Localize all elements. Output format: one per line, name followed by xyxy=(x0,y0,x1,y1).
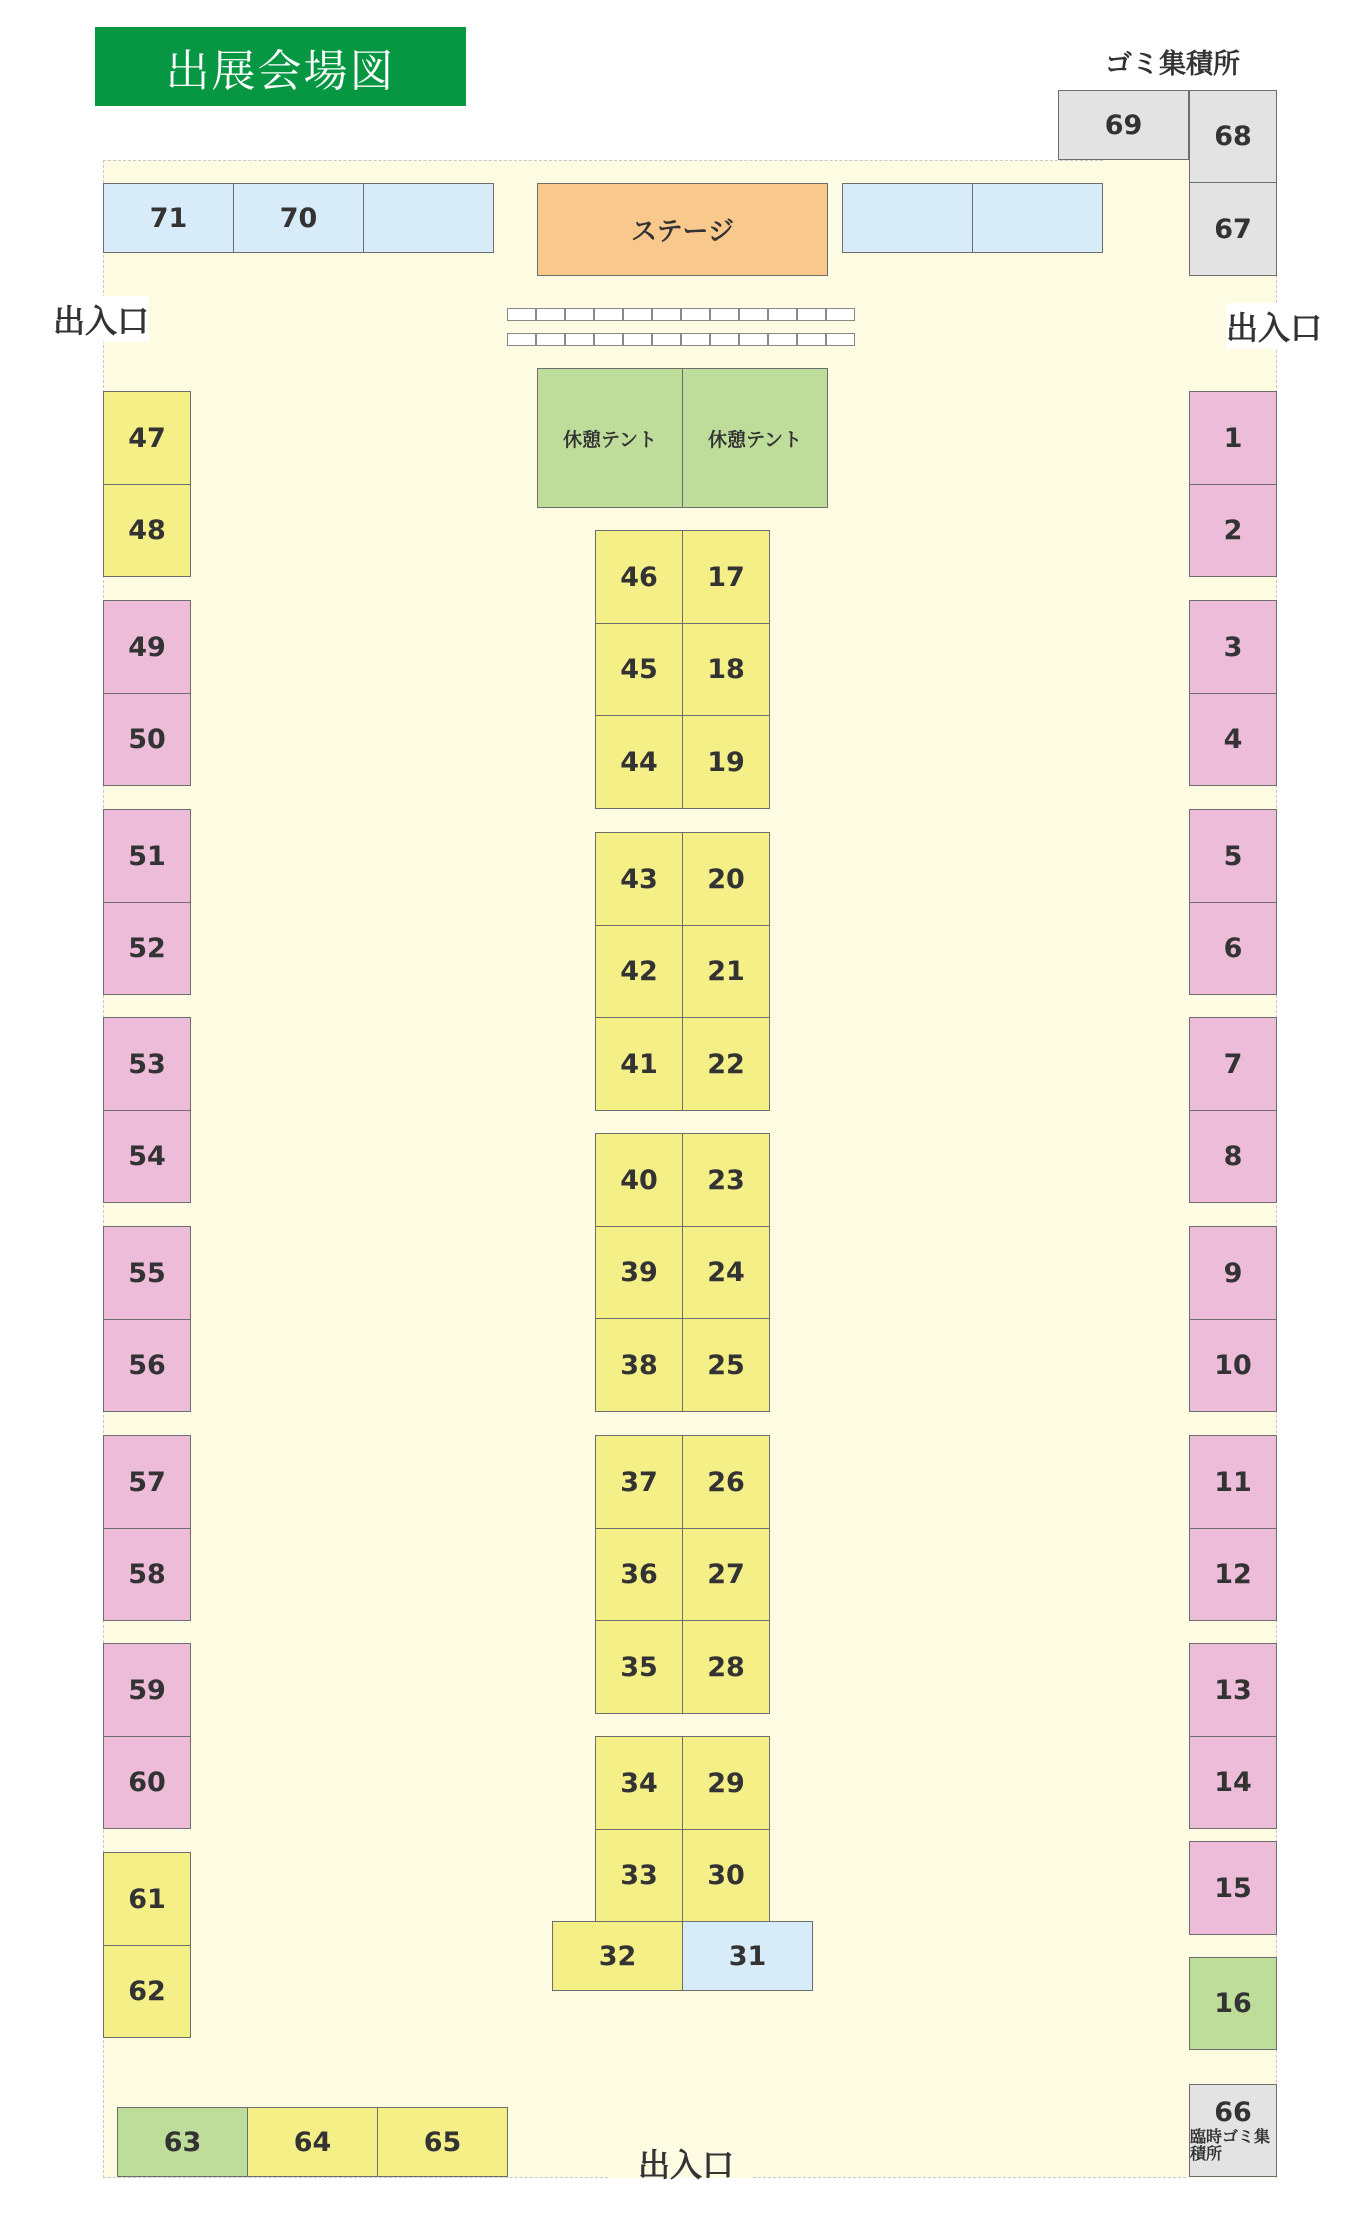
booth-34[interactable]: 34 xyxy=(595,1736,683,1830)
booth-33[interactable]: 33 xyxy=(595,1829,683,1922)
entrance-right: 出入口 xyxy=(1226,303,1322,349)
booth-blank-top-right-2[interactable] xyxy=(972,183,1103,253)
booth-45[interactable]: 45 xyxy=(595,623,683,716)
stage: ステージ xyxy=(537,183,828,276)
booth-64[interactable]: 64 xyxy=(247,2107,378,2177)
seat-row-2 xyxy=(507,333,855,346)
booth-20[interactable]: 20 xyxy=(682,832,770,926)
booth-6[interactable]: 6 xyxy=(1189,902,1277,995)
booth-69[interactable]: 69 xyxy=(1058,90,1189,160)
booth-4[interactable]: 4 xyxy=(1189,693,1277,786)
booth-38[interactable]: 38 xyxy=(595,1318,683,1412)
booth-44[interactable]: 44 xyxy=(595,715,683,809)
booth-66-number: 66 xyxy=(1214,2097,1252,2129)
entrance-left: 出入口 xyxy=(53,296,149,342)
booth-42[interactable]: 42 xyxy=(595,925,683,1018)
booth-53[interactable]: 53 xyxy=(103,1017,191,1111)
booth-41[interactable]: 41 xyxy=(595,1017,683,1111)
floor-border-bottom-left xyxy=(103,2177,608,2178)
booth-43[interactable]: 43 xyxy=(595,832,683,926)
booth-65[interactable]: 65 xyxy=(377,2107,508,2177)
booth-12[interactable]: 12 xyxy=(1189,1528,1277,1621)
booth-23[interactable]: 23 xyxy=(682,1133,770,1227)
booth-67[interactable]: 67 xyxy=(1189,182,1277,276)
booth-29[interactable]: 29 xyxy=(682,1736,770,1830)
booth-31[interactable]: 31 xyxy=(682,1921,813,1991)
floor-border-bottom-right xyxy=(753,2177,1186,2178)
booth-26[interactable]: 26 xyxy=(682,1435,770,1529)
booth-7[interactable]: 7 xyxy=(1189,1017,1277,1111)
booth-39[interactable]: 39 xyxy=(595,1226,683,1319)
entrance-bottom: 出入口 xyxy=(638,2146,735,2184)
booth-24[interactable]: 24 xyxy=(682,1226,770,1319)
booth-22[interactable]: 22 xyxy=(682,1017,770,1111)
booth-8[interactable]: 8 xyxy=(1189,1110,1277,1203)
rest-tent-right: 休憩テント xyxy=(682,368,828,508)
temp-garbage-label: 臨時ゴミ集積所 xyxy=(1190,2126,1271,2164)
booth-10[interactable]: 10 xyxy=(1189,1319,1277,1412)
booth-16[interactable]: 16 xyxy=(1189,1957,1277,2050)
booth-51[interactable]: 51 xyxy=(103,809,191,903)
floor-border-top xyxy=(103,160,1103,161)
booth-36[interactable]: 36 xyxy=(595,1528,683,1621)
booth-54[interactable]: 54 xyxy=(103,1110,191,1203)
booth-68[interactable]: 68 xyxy=(1189,90,1277,183)
booth-21[interactable]: 21 xyxy=(682,925,770,1018)
booth-52[interactable]: 52 xyxy=(103,902,191,995)
booth-66-temporary-garbage[interactable] xyxy=(1189,2084,1277,2177)
booth-15[interactable]: 15 xyxy=(1189,1841,1277,1935)
booth-19[interactable]: 19 xyxy=(682,715,770,809)
garbage-area-label: ゴミ集積所 xyxy=(1105,49,1240,80)
booth-17[interactable]: 17 xyxy=(682,530,770,624)
booth-28[interactable]: 28 xyxy=(682,1620,770,1714)
booth-37[interactable]: 37 xyxy=(595,1435,683,1529)
booth-9[interactable]: 9 xyxy=(1189,1226,1277,1320)
booth-27[interactable]: 27 xyxy=(682,1528,770,1621)
booth-50[interactable]: 50 xyxy=(103,693,191,786)
booth-1[interactable]: 1 xyxy=(1189,391,1277,485)
booth-61[interactable]: 61 xyxy=(103,1852,191,1946)
booth-40[interactable]: 40 xyxy=(595,1133,683,1227)
booth-63[interactable]: 63 xyxy=(117,2107,248,2177)
booth-13[interactable]: 13 xyxy=(1189,1643,1277,1737)
booth-70[interactable]: 70 xyxy=(233,183,364,253)
booth-59[interactable]: 59 xyxy=(103,1643,191,1737)
booth-blank-top-right-1[interactable] xyxy=(842,183,973,253)
booth-57[interactable]: 57 xyxy=(103,1435,191,1529)
map-title: 出展会場図 xyxy=(95,27,466,106)
booth-11[interactable]: 11 xyxy=(1189,1435,1277,1529)
booth-55[interactable]: 55 xyxy=(103,1226,191,1320)
booth-56[interactable]: 56 xyxy=(103,1319,191,1412)
rest-tent-left: 休憩テント xyxy=(537,368,683,508)
booth-5[interactable]: 5 xyxy=(1189,809,1277,903)
booth-blank-top-left[interactable] xyxy=(363,183,494,253)
booth-62[interactable]: 62 xyxy=(103,1945,191,2038)
booth-32[interactable]: 32 xyxy=(552,1921,683,1991)
booth-71[interactable]: 71 xyxy=(103,183,234,253)
booth-35[interactable]: 35 xyxy=(595,1620,683,1714)
booth-25[interactable]: 25 xyxy=(682,1318,770,1412)
booth-47[interactable]: 47 xyxy=(103,391,191,485)
booth-58[interactable]: 58 xyxy=(103,1528,191,1621)
booth-48[interactable]: 48 xyxy=(103,484,191,577)
booth-60[interactable]: 60 xyxy=(103,1736,191,1829)
booth-30[interactable]: 30 xyxy=(682,1829,770,1922)
booth-14[interactable]: 14 xyxy=(1189,1736,1277,1829)
seat-row-1 xyxy=(507,308,855,321)
booth-2[interactable]: 2 xyxy=(1189,484,1277,577)
booth-18[interactable]: 18 xyxy=(682,623,770,716)
booth-46[interactable]: 46 xyxy=(595,530,683,624)
booth-3[interactable]: 3 xyxy=(1189,600,1277,694)
booth-49[interactable]: 49 xyxy=(103,600,191,694)
